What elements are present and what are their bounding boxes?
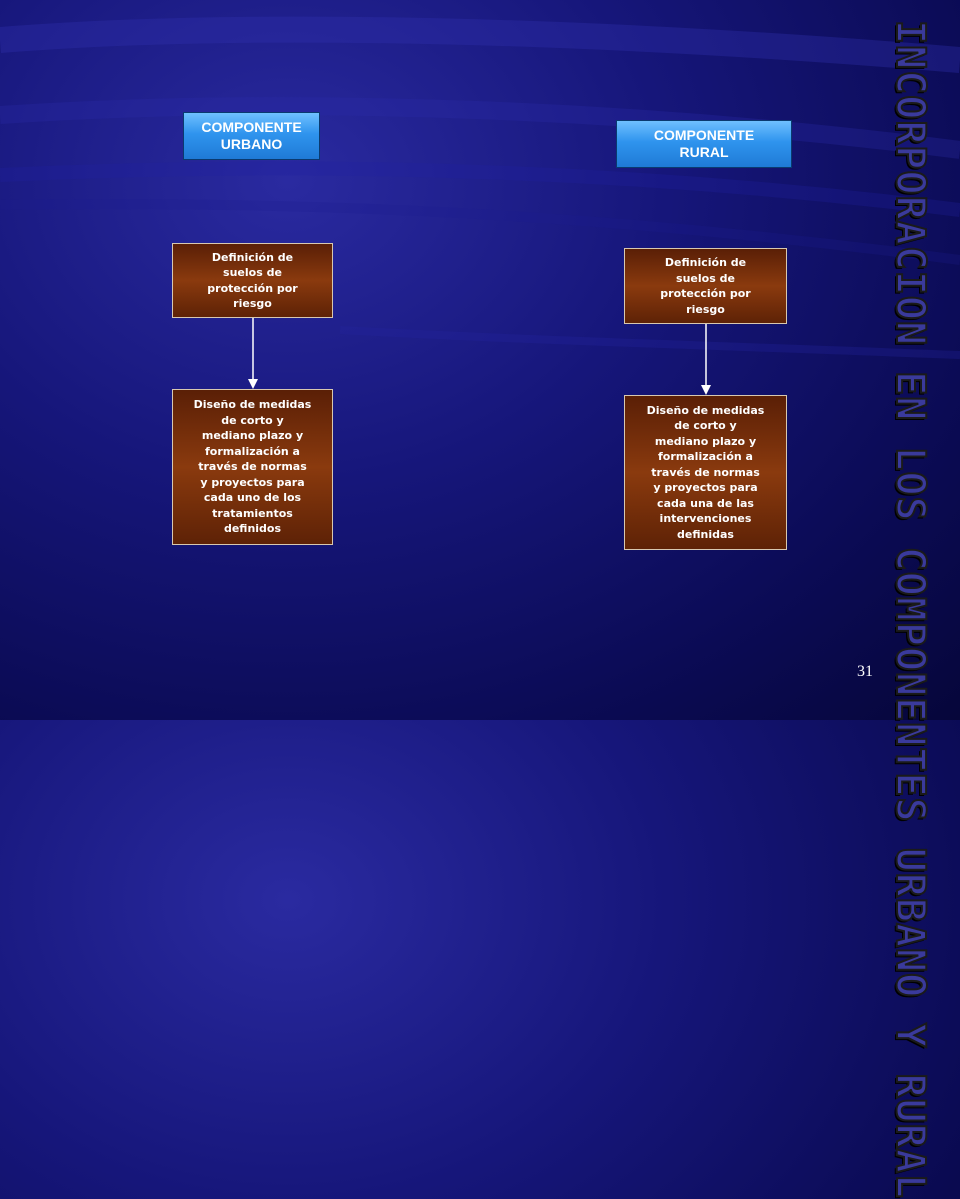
box-line: Definición de xyxy=(664,256,747,269)
rural-definicion-box xyxy=(624,248,787,324)
box-line: riesgo xyxy=(233,297,272,310)
vertical-slide-title: INCORPORACION EN LOS COMPONENTES URBANO Y RURAL xyxy=(887,20,933,1199)
box-line: Definición de xyxy=(211,250,294,264)
box-line: y proyectos para xyxy=(200,475,305,489)
box-line: través de normas xyxy=(651,465,760,479)
box-line: Diseño de medidas xyxy=(193,398,312,412)
box-line: intervenciones xyxy=(659,512,752,526)
box-line: través de normas xyxy=(198,460,307,474)
box-line: formalización a xyxy=(205,444,300,458)
box-line: Diseño de medidas xyxy=(646,403,765,417)
header-componente-rural xyxy=(616,120,792,168)
box-line: formalización a xyxy=(658,450,753,464)
box-line: riesgo xyxy=(686,302,725,316)
box-line: suelos de xyxy=(223,266,282,279)
box-line: cada uno de los xyxy=(203,491,302,505)
box-line: suelos de xyxy=(676,271,735,285)
box-line: protección por xyxy=(660,287,751,300)
box-line: de corto y xyxy=(674,419,737,433)
header-line: URBANO xyxy=(220,136,283,152)
header-line: COMPONENTE xyxy=(653,127,755,143)
box-line: y proyectos para xyxy=(653,481,758,495)
urbano-definicion-box xyxy=(172,243,333,318)
header-line: COMPONENTE xyxy=(201,119,302,135)
box-line: definidas xyxy=(677,527,734,541)
page-number: 31 xyxy=(857,663,873,680)
header-componente-urbano xyxy=(183,112,320,160)
box-line: definidos xyxy=(223,522,282,536)
urbano-diseno-box xyxy=(172,389,333,545)
box-line: mediano plazo y xyxy=(201,429,304,443)
box-line: de corto y xyxy=(221,413,284,427)
box-line: tratamientos xyxy=(212,506,293,520)
rural-diseno-box xyxy=(624,395,787,550)
header-line: RURAL xyxy=(679,144,729,160)
box-line: protección por xyxy=(207,281,298,295)
box-line: mediano plazo y xyxy=(654,434,757,448)
box-line: cada una de las xyxy=(657,496,754,510)
